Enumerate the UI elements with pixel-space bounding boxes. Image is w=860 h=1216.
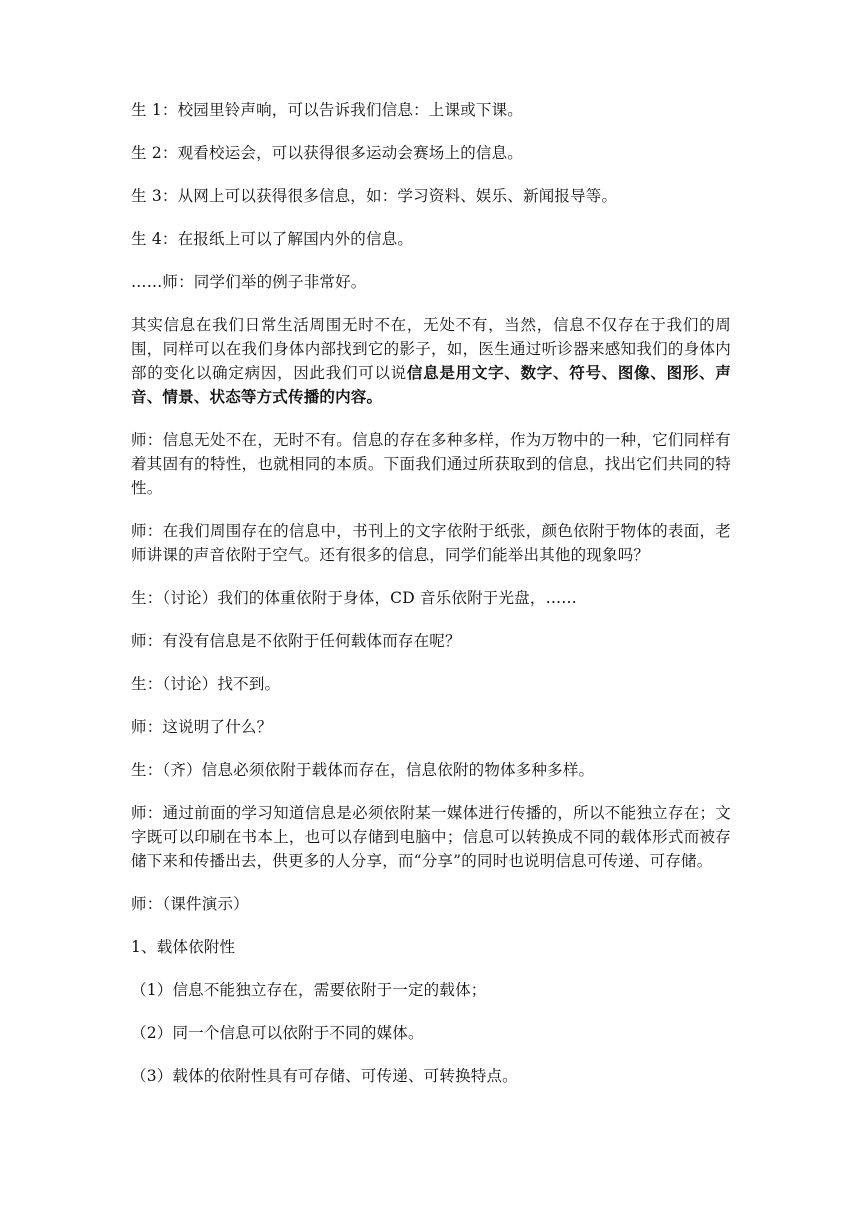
document-page [131,98,731,1107]
paragraph-teacher-praise: ……师：同学们举的例子非常好。 [131,273,367,291]
list-item-2: （2）同一个信息可以依附于不同的媒体。 [131,1024,424,1042]
paragraph-student-4: 生 4：在报纸上可以了解国内外的信息。 [131,230,414,248]
paragraph-teacher-summary: 师：通过前面的学习知道信息是必须依附某一媒体进行传播的，所以不能独立存在；文字既可以印刷在书本上，也可以存储到电脑中；信息可以转换成不同的载体形式而被存储下来和传播出去，供更多的人分享，而“分享”的同时也说明信息可传递、可存储。 [131,804,731,870]
paragraph-student-2: 生 2：观看校运会，可以获得很多运动会赛场上的信息。 [131,144,523,162]
paragraph-student-discussion-2: 生：（讨论）找不到。 [131,675,281,693]
definition-bold-text: 信息是用文字、数字、符号、图像、图形、声音、情景、状态等方式传播的内容。 [131,363,731,406]
paragraph-teacher-examples: 师：在我们周围存在的信息中，书刊上的文字依附于纸张，颜色依附于物体的表面，老师讲课的声音依附于空气。还有很多的信息，同学们能举出其他的现象吗？ [131,522,731,564]
paragraph-teacher-what-means: 师：这说明了什么？ [131,718,273,736]
list-item-1: （1）信息不能独立存在，需要依附于一定的载体； [131,981,487,999]
paragraph-courseware-demo: 师：（课件演示） [131,895,249,913]
paragraph-teacher-question: 师：有没有信息是不依附于任何载体而存在呢？ [131,632,461,650]
paragraph-student-1: 生 1：校园里铃声响，可以告诉我们信息：上课或下课。 [131,101,523,119]
definition-intro-text: 其实信息在我们日常生活周围无时不在，无处不有，当然，信息不仅存在于我们的周围，同样可以在我们身体内部找到它的影子，如，医生通过听诊器来感知我们的身体内部的变化以确定病因，因此我们可以说 [131,316,731,382]
paragraph-student-discussion-1: 生：（讨论）我们的体重依附于身体，CD 音乐依附于光盘，…… [131,589,577,607]
section-heading-carrier-dependency: 1、载体依附性 [131,938,236,956]
paragraph-teacher-characteristics: 师：信息无处不在，无时不有。信息的存在多种多样，作为万物中的一种，它们同样有着其固有的特性，也就相同的本质。下面我们通过所获取到的信息，找出它们共同的特性。 [131,431,731,497]
paragraph-student-3: 生 3：从网上可以获得很多信息，如：学习资料、娱乐、新闻报导等。 [131,187,618,205]
paragraph-information-definition [131,313,731,409]
list-item-3: （3）载体的依附性具有可存储、可传递、可转换特点。 [131,1067,518,1085]
paragraph-student-chorus: 生：（齐）信息必须依附于载体而存在，信息依附的物体多种多样。 [131,761,595,779]
